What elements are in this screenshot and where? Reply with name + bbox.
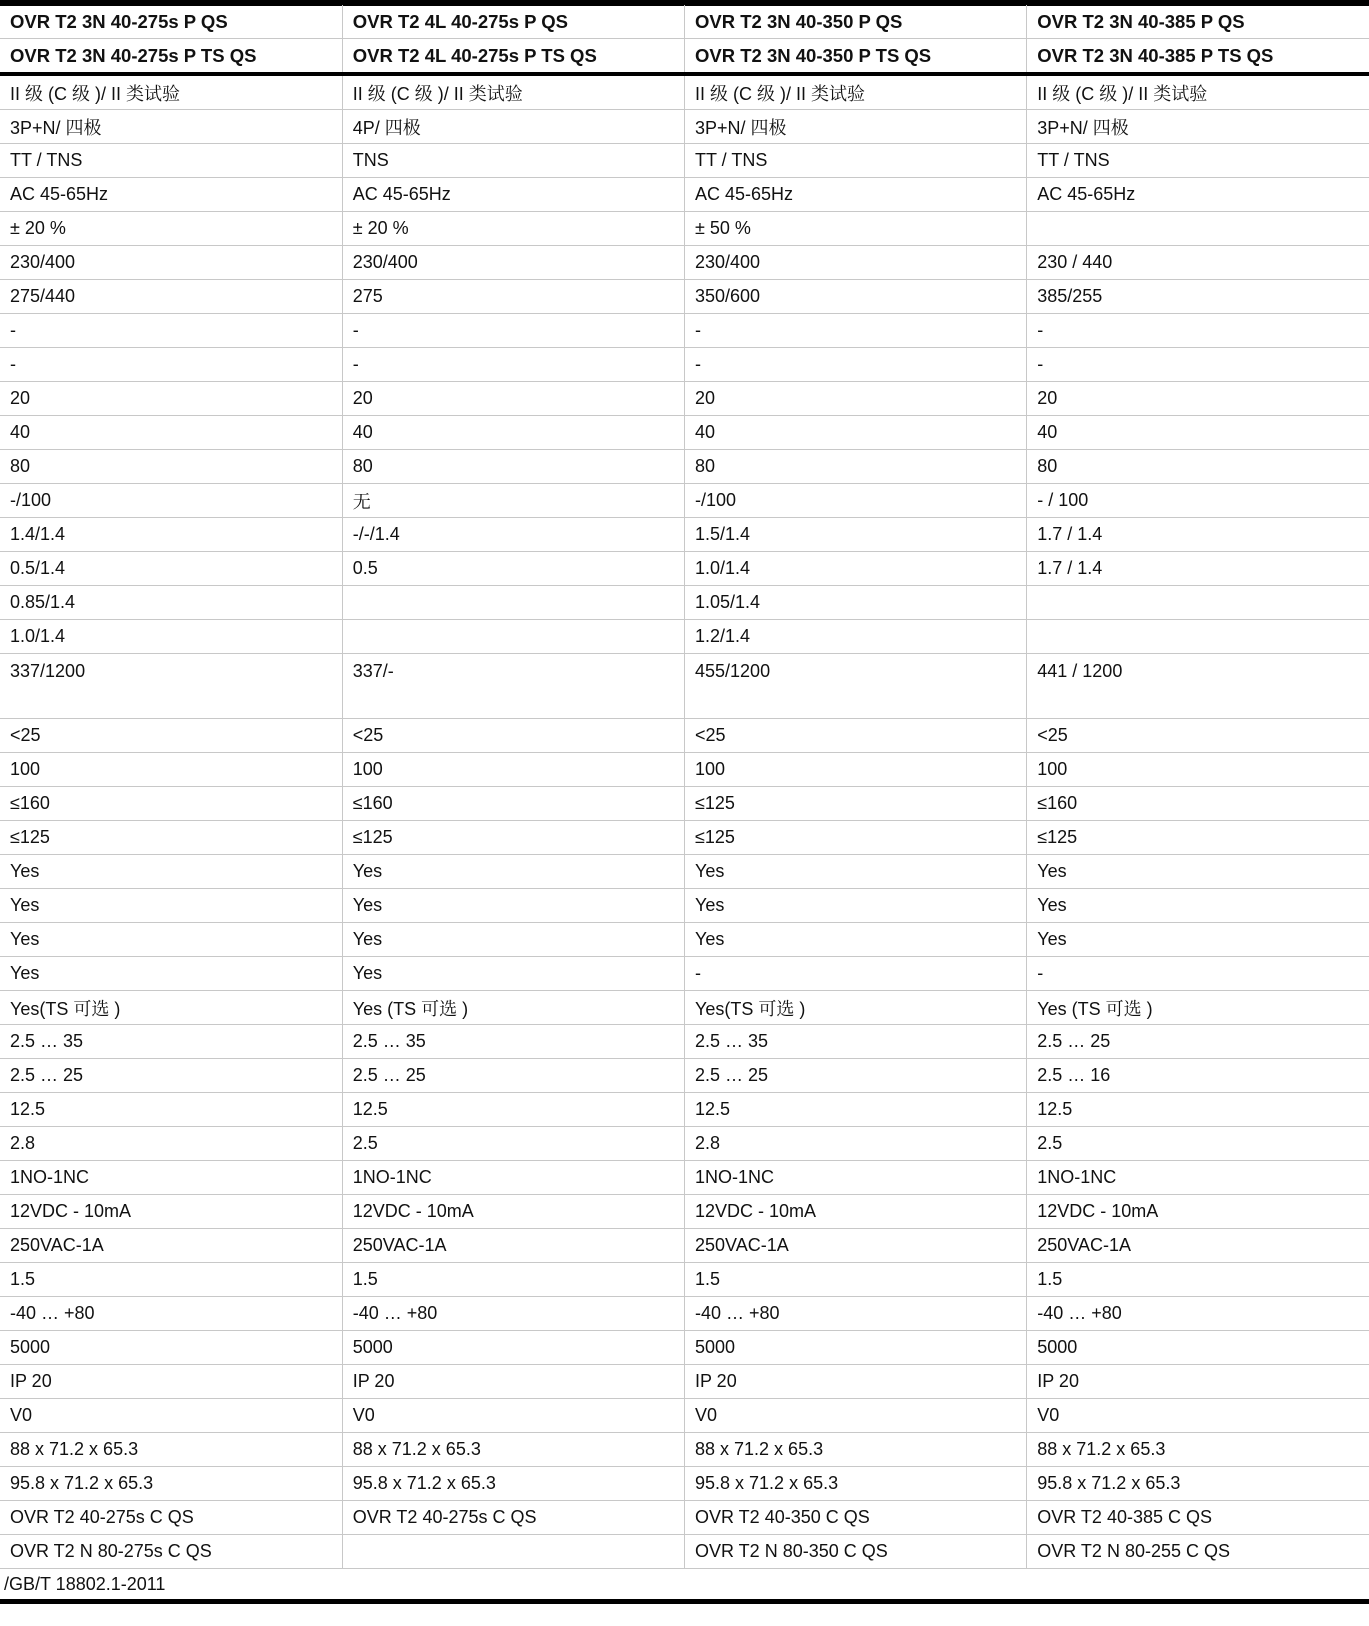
table-row <box>0 246 1369 280</box>
model-name-cell: OVR T2 3N 40-350 P TS QS <box>685 39 1027 75</box>
table-cell: 88 x 71.2 x 65.3 <box>0 1433 342 1467</box>
table-cell: 100 <box>342 753 684 787</box>
table-cell: Yes(TS 可选 ) <box>0 991 342 1025</box>
table-cell: 230/400 <box>342 246 684 280</box>
table-row <box>0 280 1369 314</box>
table-row <box>0 821 1369 855</box>
table-cell: ± 50 % <box>685 212 1027 246</box>
table-row <box>0 1365 1369 1399</box>
table-cell: 337/- <box>342 654 684 719</box>
table-cell: 80 <box>342 450 684 484</box>
table-cell: 1.2/1.4 <box>685 620 1027 654</box>
table-row <box>0 74 1369 110</box>
model-name-cell: OVR T2 4L 40-275s P QS <box>342 5 684 39</box>
table-cell: 1.0/1.4 <box>685 552 1027 586</box>
table-row <box>0 889 1369 923</box>
table-row <box>0 753 1369 787</box>
table-row <box>0 1229 1369 1263</box>
table-row <box>0 787 1369 821</box>
table-cell: 250VAC-1A <box>342 1229 684 1263</box>
table-cell: 2.5 <box>342 1127 684 1161</box>
table-row <box>0 552 1369 586</box>
table-cell: 1.7 / 1.4 <box>1027 518 1369 552</box>
table-cell: 88 x 71.2 x 65.3 <box>685 1433 1027 1467</box>
table-cell: V0 <box>0 1399 342 1433</box>
table-cell: Yes <box>0 923 342 957</box>
spec-body <box>0 74 1369 1602</box>
table-cell: 95.8 x 71.2 x 65.3 <box>1027 1467 1369 1501</box>
table-cell: 230/400 <box>685 246 1027 280</box>
table-row <box>0 178 1369 212</box>
table-cell: <25 <box>1027 719 1369 753</box>
table-row <box>0 1501 1369 1535</box>
table-row <box>0 923 1369 957</box>
table-cell: AC 45-65Hz <box>685 178 1027 212</box>
table-cell: ± 20 % <box>342 212 684 246</box>
table-cell: 12VDC - 10mA <box>685 1195 1027 1229</box>
table-cell: V0 <box>685 1399 1027 1433</box>
table-cell <box>342 1535 684 1569</box>
table-row <box>0 991 1369 1025</box>
table-cell: OVR T2 40-350 C QS <box>685 1501 1027 1535</box>
table-cell: 40 <box>0 416 342 450</box>
table-cell: 3P+N/ 四极 <box>685 110 1027 144</box>
table-cell: 12VDC - 10mA <box>1027 1195 1369 1229</box>
table-row <box>0 314 1369 348</box>
table-cell: Yes(TS 可选 ) <box>685 991 1027 1025</box>
table-cell: 1.4/1.4 <box>0 518 342 552</box>
table-cell: AC 45-65Hz <box>1027 178 1369 212</box>
table-cell: 2.5 … 25 <box>685 1059 1027 1093</box>
table-cell: 12.5 <box>342 1093 684 1127</box>
table-cell: 无 <box>342 484 684 518</box>
table-cell: TNS <box>342 144 684 178</box>
footer-row <box>0 1569 1369 1602</box>
table-cell: IP 20 <box>685 1365 1027 1399</box>
table-row <box>0 719 1369 753</box>
table-row <box>0 1161 1369 1195</box>
table-cell <box>1027 586 1369 620</box>
table-row <box>0 416 1369 450</box>
table-cell: TT / TNS <box>0 144 342 178</box>
table-cell: -40 … +80 <box>1027 1297 1369 1331</box>
table-cell: 5000 <box>342 1331 684 1365</box>
table-cell: <25 <box>342 719 684 753</box>
table-cell: <25 <box>0 719 342 753</box>
table-cell: 1NO-1NC <box>685 1161 1027 1195</box>
table-cell: V0 <box>1027 1399 1369 1433</box>
table-cell: 95.8 x 71.2 x 65.3 <box>342 1467 684 1501</box>
table-cell: Yes <box>342 889 684 923</box>
table-cell: Yes <box>1027 889 1369 923</box>
table-cell: Yes <box>685 855 1027 889</box>
table-cell: 88 x 71.2 x 65.3 <box>1027 1433 1369 1467</box>
table-row <box>0 1297 1369 1331</box>
table-cell: 2.5 … 25 <box>1027 1025 1369 1059</box>
table-cell: 275 <box>342 280 684 314</box>
table-row <box>0 1093 1369 1127</box>
model-name-cell: OVR T2 3N 40-385 P TS QS <box>1027 39 1369 75</box>
table-cell: 40 <box>685 416 1027 450</box>
table-cell: 2.5 <box>1027 1127 1369 1161</box>
table-row <box>0 484 1369 518</box>
table-row <box>0 144 1369 178</box>
table-cell: 95.8 x 71.2 x 65.3 <box>685 1467 1027 1501</box>
table-cell: Yes (TS 可选 ) <box>342 991 684 1025</box>
table-cell: Yes <box>0 855 342 889</box>
table-cell: 2.8 <box>0 1127 342 1161</box>
table-cell: - <box>0 314 342 348</box>
table-cell: 100 <box>1027 753 1369 787</box>
table-row <box>0 1399 1369 1433</box>
table-cell: 1NO-1NC <box>1027 1161 1369 1195</box>
table-cell <box>342 620 684 654</box>
table-cell: 2.5 … 16 <box>1027 1059 1369 1093</box>
table-cell: -/100 <box>685 484 1027 518</box>
table-cell: 20 <box>342 382 684 416</box>
table-cell: 250VAC-1A <box>0 1229 342 1263</box>
table-cell: 1.5 <box>685 1263 1027 1297</box>
table-cell: 0.5 <box>342 552 684 586</box>
table-cell: 12VDC - 10mA <box>342 1195 684 1229</box>
table-cell: 20 <box>0 382 342 416</box>
table-cell: OVR T2 40-275s C QS <box>342 1501 684 1535</box>
model-name-cell: OVR T2 3N 40-275s P TS QS <box>0 39 342 75</box>
table-cell: Yes <box>342 855 684 889</box>
table-cell: 100 <box>0 753 342 787</box>
table-cell: II 级 (C 级 )/ II 类试验 <box>342 74 684 110</box>
model-name-cell: OVR T2 3N 40-275s P QS <box>0 5 342 39</box>
table-cell: 250VAC-1A <box>1027 1229 1369 1263</box>
table-row <box>0 957 1369 991</box>
table-cell: 2.8 <box>685 1127 1027 1161</box>
table-cell: Yes <box>1027 923 1369 957</box>
table-cell: 80 <box>1027 450 1369 484</box>
spec-table <box>0 5 1369 1604</box>
table-cell: 88 x 71.2 x 65.3 <box>342 1433 684 1467</box>
table-cell: -40 … +80 <box>342 1297 684 1331</box>
table-cell: TT / TNS <box>1027 144 1369 178</box>
table-cell: 1NO-1NC <box>0 1161 342 1195</box>
table-cell: <25 <box>685 719 1027 753</box>
table-cell: 5000 <box>0 1331 342 1365</box>
table-cell: 12.5 <box>0 1093 342 1127</box>
table-cell: ≤125 <box>1027 821 1369 855</box>
table-cell: 337/1200 <box>0 654 342 719</box>
table-cell: IP 20 <box>1027 1365 1369 1399</box>
table-cell: 230/400 <box>0 246 342 280</box>
table-cell <box>1027 212 1369 246</box>
table-cell: II 级 (C 级 )/ II 类试验 <box>685 74 1027 110</box>
table-cell: ± 20 % <box>0 212 342 246</box>
table-cell: 0.85/1.4 <box>0 586 342 620</box>
table-cell: 12VDC - 10mA <box>0 1195 342 1229</box>
table-row <box>0 1059 1369 1093</box>
table-cell <box>1027 620 1369 654</box>
table-cell: AC 45-65Hz <box>0 178 342 212</box>
table-cell: - <box>342 348 684 382</box>
table-row <box>0 1263 1369 1297</box>
table-cell: 1.5 <box>342 1263 684 1297</box>
table-cell: 350/600 <box>685 280 1027 314</box>
table-row <box>0 1535 1369 1569</box>
table-cell: Yes <box>685 923 1027 957</box>
model-name-cell: OVR T2 4L 40-275s P TS QS <box>342 39 684 75</box>
table-cell: 5000 <box>1027 1331 1369 1365</box>
table-cell: 100 <box>685 753 1027 787</box>
table-row <box>0 620 1369 654</box>
table-cell: ≤160 <box>342 787 684 821</box>
table-cell: 250VAC-1A <box>685 1229 1027 1263</box>
table-cell <box>342 586 684 620</box>
table-cell: 20 <box>685 382 1027 416</box>
table-cell: 2.5 … 35 <box>685 1025 1027 1059</box>
table-cell: - <box>685 314 1027 348</box>
table-cell: ≤160 <box>0 787 342 821</box>
table-cell: ≤125 <box>685 821 1027 855</box>
table-cell: Yes (TS 可选 ) <box>1027 991 1369 1025</box>
table-row <box>0 1127 1369 1161</box>
table-row <box>0 1467 1369 1501</box>
table-cell: 1.0/1.4 <box>0 620 342 654</box>
table-cell: 1.5/1.4 <box>685 518 1027 552</box>
model-header <box>0 5 1369 74</box>
table-cell: 2.5 … 35 <box>342 1025 684 1059</box>
table-cell: 95.8 x 71.2 x 65.3 <box>0 1467 342 1501</box>
table-cell: 40 <box>1027 416 1369 450</box>
table-cell: - <box>342 314 684 348</box>
table-cell: II 级 (C 级 )/ II 类试验 <box>1027 74 1369 110</box>
table-cell: 385/255 <box>1027 280 1369 314</box>
table-cell: OVR T2 40-275s C QS <box>0 1501 342 1535</box>
table-cell: - / 100 <box>1027 484 1369 518</box>
table-cell: 0.5/1.4 <box>0 552 342 586</box>
table-cell: -40 … +80 <box>685 1297 1027 1331</box>
table-cell: IP 20 <box>0 1365 342 1399</box>
table-cell: 3P+N/ 四极 <box>1027 110 1369 144</box>
table-row <box>0 348 1369 382</box>
table-row <box>0 382 1369 416</box>
table-cell: ≤125 <box>685 787 1027 821</box>
table-cell: 230 / 440 <box>1027 246 1369 280</box>
table-cell: Yes <box>0 889 342 923</box>
table-cell: 2.5 … 25 <box>0 1059 342 1093</box>
table-cell: OVR T2 N 80-350 C QS <box>685 1535 1027 1569</box>
table-cell: ≤125 <box>0 821 342 855</box>
table-row <box>0 212 1369 246</box>
table-cell: AC 45-65Hz <box>342 178 684 212</box>
table-cell: -40 … +80 <box>0 1297 342 1331</box>
table-row <box>0 855 1369 889</box>
table-cell: Yes <box>342 957 684 991</box>
table-cell: - <box>0 348 342 382</box>
header-row <box>0 5 1369 39</box>
model-name-cell: OVR T2 3N 40-385 P QS <box>1027 5 1369 39</box>
table-cell: OVR T2 N 80-275s C QS <box>0 1535 342 1569</box>
table-cell: 12.5 <box>685 1093 1027 1127</box>
table-cell: V0 <box>342 1399 684 1433</box>
table-cell: ≤160 <box>1027 787 1369 821</box>
table-cell: Yes <box>685 889 1027 923</box>
table-cell: - <box>685 348 1027 382</box>
table-cell: - <box>1027 348 1369 382</box>
table-cell: OVR T2 40-385 C QS <box>1027 1501 1369 1535</box>
table-cell: ≤125 <box>342 821 684 855</box>
header-row <box>0 39 1369 75</box>
table-row <box>0 1433 1369 1467</box>
table-cell: - <box>1027 314 1369 348</box>
table-row <box>0 1195 1369 1229</box>
table-cell: 455/1200 <box>685 654 1027 719</box>
table-row <box>0 450 1369 484</box>
table-cell: 3P+N/ 四极 <box>0 110 342 144</box>
table-cell: IP 20 <box>342 1365 684 1399</box>
table-cell: 2.5 … 25 <box>342 1059 684 1093</box>
table-row <box>0 110 1369 144</box>
table-cell: Yes <box>342 923 684 957</box>
table-cell: - <box>1027 957 1369 991</box>
table-cell: Yes <box>0 957 342 991</box>
table-cell: 1.05/1.4 <box>685 586 1027 620</box>
table-cell: TT / TNS <box>685 144 1027 178</box>
table-cell: 2.5 … 35 <box>0 1025 342 1059</box>
table-cell: 441 / 1200 <box>1027 654 1369 719</box>
table-cell: 1.5 <box>0 1263 342 1297</box>
table-row <box>0 1025 1369 1059</box>
table-cell: 12.5 <box>1027 1093 1369 1127</box>
standard-note: /GB/T 18802.1-2011 <box>0 1569 1369 1602</box>
table-cell: 1NO-1NC <box>342 1161 684 1195</box>
table-cell: 40 <box>342 416 684 450</box>
table-cell: 275/440 <box>0 280 342 314</box>
table-cell: -/-/1.4 <box>342 518 684 552</box>
table-cell: 80 <box>0 450 342 484</box>
table-row <box>0 1331 1369 1365</box>
table-cell: 1.5 <box>1027 1263 1369 1297</box>
table-row <box>0 518 1369 552</box>
model-name-cell: OVR T2 3N 40-350 P QS <box>685 5 1027 39</box>
table-row <box>0 586 1369 620</box>
table-cell: -/100 <box>0 484 342 518</box>
table-cell: II 级 (C 级 )/ II 类试验 <box>0 74 342 110</box>
table-row <box>0 654 1369 719</box>
table-cell: - <box>685 957 1027 991</box>
table-cell: OVR T2 N 80-255 C QS <box>1027 1535 1369 1569</box>
table-cell: Yes <box>1027 855 1369 889</box>
table-cell: 4P/ 四极 <box>342 110 684 144</box>
table-cell: 20 <box>1027 382 1369 416</box>
table-cell: 80 <box>685 450 1027 484</box>
table-cell: 5000 <box>685 1331 1027 1365</box>
table-cell: 1.7 / 1.4 <box>1027 552 1369 586</box>
